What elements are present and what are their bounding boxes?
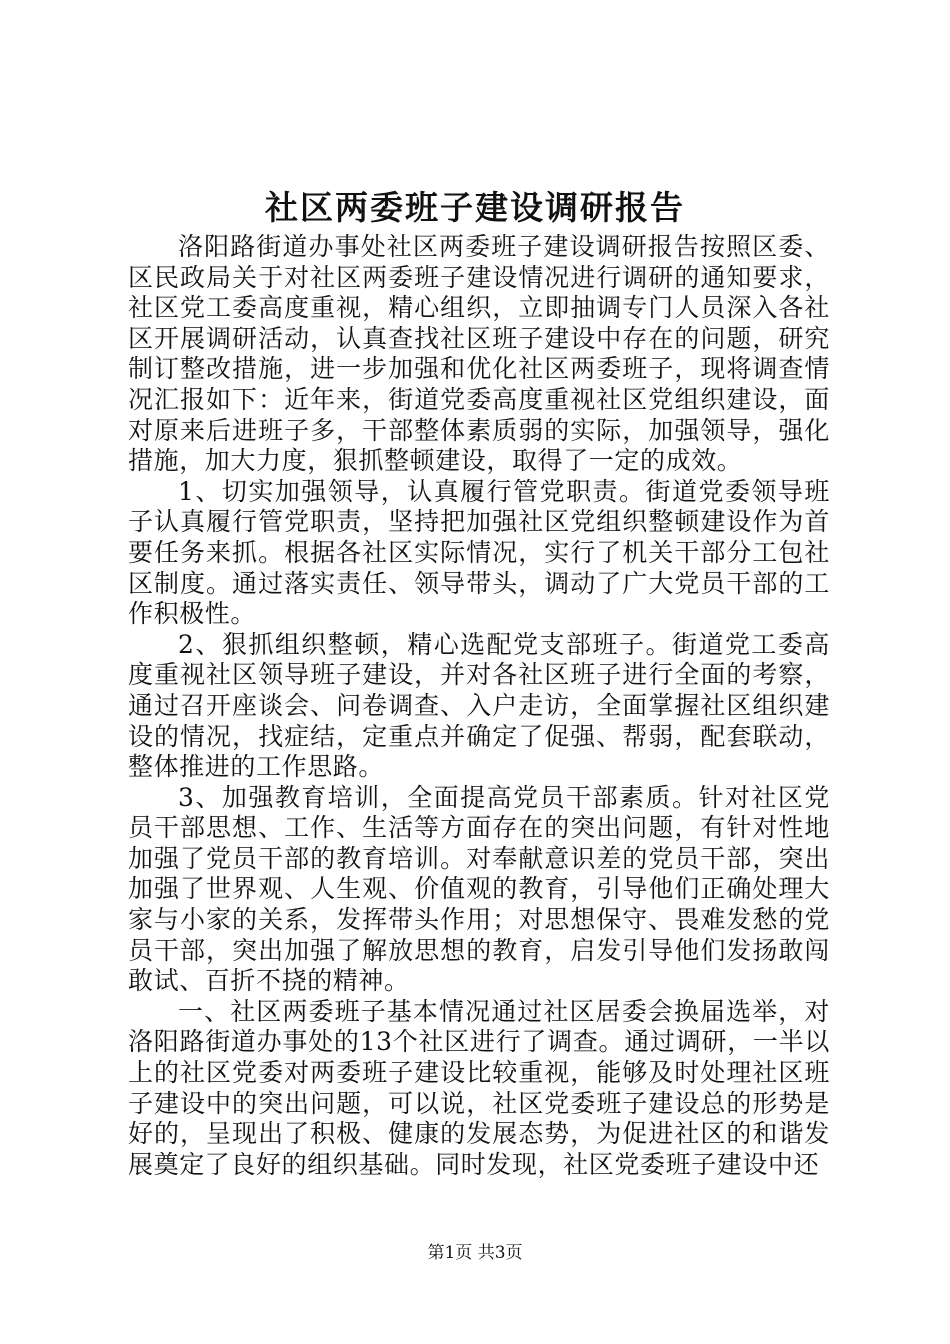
paragraph-point-3: 3、加强教育培训，全面提高党员干部素质。针对社区党员干部思想、工作、生活等方面存在的突出问题，有针对性地加强了党员干部的教育培训。对奉献意识差的党员干部，突出加强了世界观、人生观、价值观的教育，引导他们正确处理大家与小家的关系，发挥带头作用；对思想保守、畏难发愁的党员干部，突出加强了解放思想的教育，启发引导他们发扬敢闯敢试、百折不挠的精神。 [128,782,830,996]
document-body [128,232,830,1180]
paragraph-intro: 洛阳路街道办事处社区两委班子建设调研报告按照区委、区民政局关于对社区两委班子建设情况进行调研的通知要求，社区党工委高度重视，精心组织，立即抽调专门人员深入各社区开展调研活动，认真查找社区班子建设中存在的问题，研究制订整改措施，进一步加强和优化社区两委班子，现将调查情况汇报如下：近年来，街道党委高度重视社区党组织建设，面对原来后进班子多，干部整体素质弱的实际，加强领导，强化措施，加大力度，狠抓整顿建设，取得了一定的成效。 [128,232,830,476]
document-title: 社区两委班子建设调研报告 [265,188,685,227]
paragraph-point-2: 2、狠抓组织整顿，精心选配党支部班子。街道党工委高度重视社区领导班子建设，并对各社区班子进行全面的考察，通过召开座谈会、问卷调查、入户走访，全面掌握社区组织建设的情况，找症结，定重点并确定了促强、帮弱，配套联动，整体推进的工作思路。 [128,629,830,782]
paragraph-point-1: 1、切实加强领导，认真履行管党职责。街道党委领导班子认真履行管党职责，坚持把加强社区党组织整顿建设作为首要任务来抓。根据各社区实际情况，实行了机关干部分工包社区制度。通过落实责任、领导带头，调动了广大党员干部的工作积极性。 [128,476,830,629]
page-number: 第1页 共3页 [427,1243,523,1263]
paragraph-section-1: 一、社区两委班子基本情况通过社区居委会换届选举，对洛阳路街道办事处的13个社区进行了调查。通过调研，一半以上的社区党委对两委班子建设比较重视，能够及时处理社区班子建设中的突出问题，可以说，社区党委班子建设总的形势是好的，呈现出了积极、健康的发展态势，为促进社区的和谐发展奠定了良好的组织基础。同时发现，社区党委班子建设中还 [128,996,830,1179]
